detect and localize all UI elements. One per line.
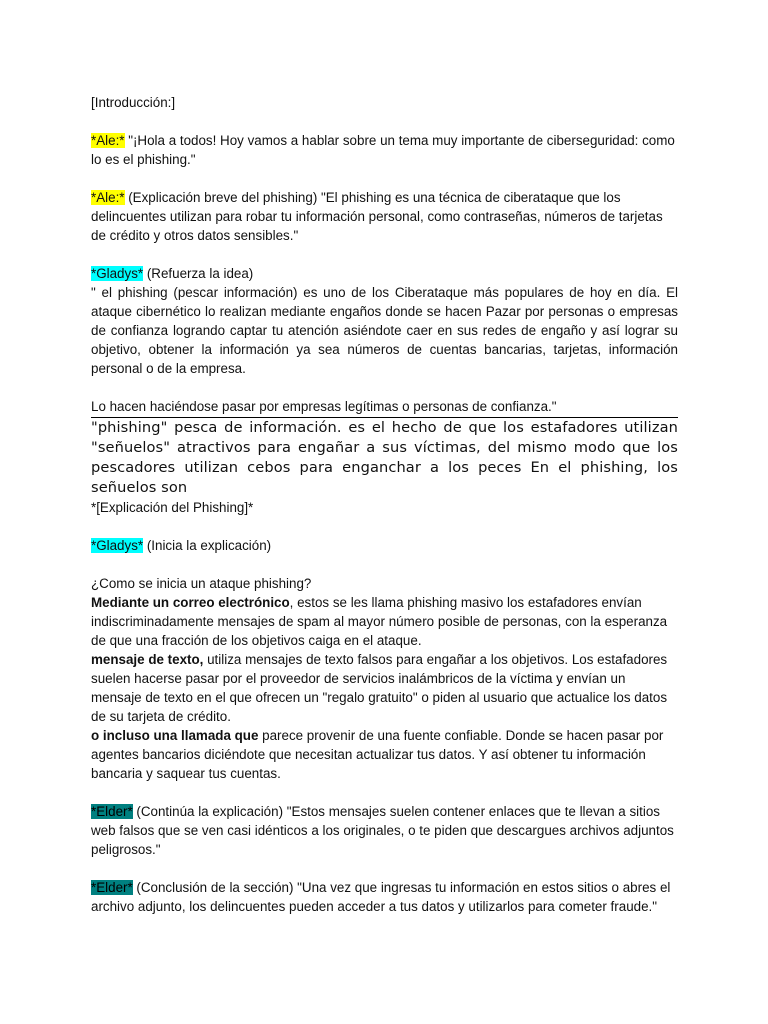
speaker-gladys-highlight: *Gladys* <box>91 266 144 281</box>
bold-lead-call: o incluso una llamada que <box>91 728 259 743</box>
section-heading-explanation: *[Explicación del Phishing]* <box>91 500 254 515</box>
spacer <box>91 783 678 802</box>
paragraph-ale-greeting <box>91 131 678 169</box>
paragraph-phishing-definition: "phishing" pesca de información. es el hecho de que los estafadores utilizan "señuelos" atractivos para engañar a sus víctimas, del mismo modo que los pescadores utilizan cebos para enganchar a los peces En el phishing, los señuelos son <box>91 419 678 496</box>
bold-lead-email: Mediante un correo electrónico <box>91 595 290 610</box>
paragraph-text: (Conclusión de la sección) "Una vez que ingresas tu información en estos sitios o abres el archivo adjunto, los delincuentes pueden acceder a tus datos y utilizarlos para cometer fraude." <box>91 880 671 914</box>
paragraph-text: (Continúa la explicación) "Estos mensajes suelen contener enlaces que te llevan a sitios web falsos que se ven casi idénticos a los originales, o te piden que descargues archivos adjuntos peligrosos." <box>91 804 674 857</box>
paragraph-call <box>91 726 678 783</box>
paragraph-ale-explanation <box>91 188 678 245</box>
paragraph-text: parece provenir de una fuente confiable. Donde se hacen pasar por agentes bancarios diciéndote que necesitan actualizar tus datos. Y así obtener tu información bancaria y saquear tus cuentas. <box>91 728 664 781</box>
speaker-gladys-highlight: *Gladys* <box>91 538 144 553</box>
document-body <box>91 93 678 916</box>
paragraph-email <box>91 593 678 650</box>
paragraph-text: (Explicación breve del phishing) "El phishing es una técnica de ciberataque que los delincuentes utilizan para robar tu información personal, como contraseñas, números de tarjetas de crédito y otros datos sensibles." <box>91 190 663 243</box>
paragraph-gladys-start <box>91 536 678 555</box>
speaker-elder-highlight: *Elder* <box>91 880 133 895</box>
paragraph-text: "¡Hola a todos! Hoy vamos a hablar sobre un tema muy importante de ciberseguridad: como lo es el phishing." <box>91 133 675 167</box>
speaker-ale-highlight: *Ale:* <box>91 190 125 205</box>
paragraph-elder-conclusion <box>91 878 678 916</box>
paragraph-elder-continue <box>91 802 678 859</box>
bold-lead-sms: mensaje de texto, <box>91 652 204 667</box>
paragraph-impersonation: Lo hacen haciéndose pasar por empresas legítimas o personas de confianza." <box>91 397 678 418</box>
paragraph-note: (Refuerza la idea) <box>143 266 254 281</box>
paragraph-gladys-body: " el phishing (pescar información) es uno de los Ciberataque más populares de hoy en día. El ataque cibernético lo realizan mediante engaños donde se hacen Pazar por personas o empresas de confianza logrando captar tu atención asiéndote caer en sus redes de engaño y así lograr su objetivo, obtener la información ya sea números de cuentas bancarias, tarjetas, información personal o de la empresa. <box>91 285 678 376</box>
spacer <box>91 859 678 878</box>
spacer <box>91 169 678 188</box>
question-heading: ¿Como se inicia un ataque phishing? <box>91 576 312 591</box>
spacer <box>91 555 678 574</box>
paragraph-sms <box>91 650 678 726</box>
paragraph-text: (Inicia la explicación) <box>143 538 272 553</box>
spacer <box>91 378 678 397</box>
spacer <box>91 112 678 131</box>
paragraph-gladys-note <box>91 264 678 283</box>
paragraph-text: , estos se les llama phishing masivo los estafadores envían indiscriminadamente mensajes de spam al mayor número posible de personas, con la esperanza de que una fracción de los objetivos caiga en el ataque. <box>91 595 668 648</box>
intro-heading: [Introducción:] <box>91 95 176 110</box>
speaker-elder-highlight: *Elder* <box>91 804 133 819</box>
paragraph-text: utiliza mensajes de texto falsos para engañar a los objetivos. Los estafadores suelen hacerse pasar por el proveedor de servicios inalámbricos de la víctima y envían un mensaje de texto en el que ofrecen un "regalo gratuito" o piden al usuario que actualice los datos de su tarjeta de crédito. <box>91 652 668 724</box>
spacer <box>91 517 678 536</box>
speaker-ale-highlight: *Ale:* <box>91 133 125 148</box>
spacer <box>91 245 678 264</box>
